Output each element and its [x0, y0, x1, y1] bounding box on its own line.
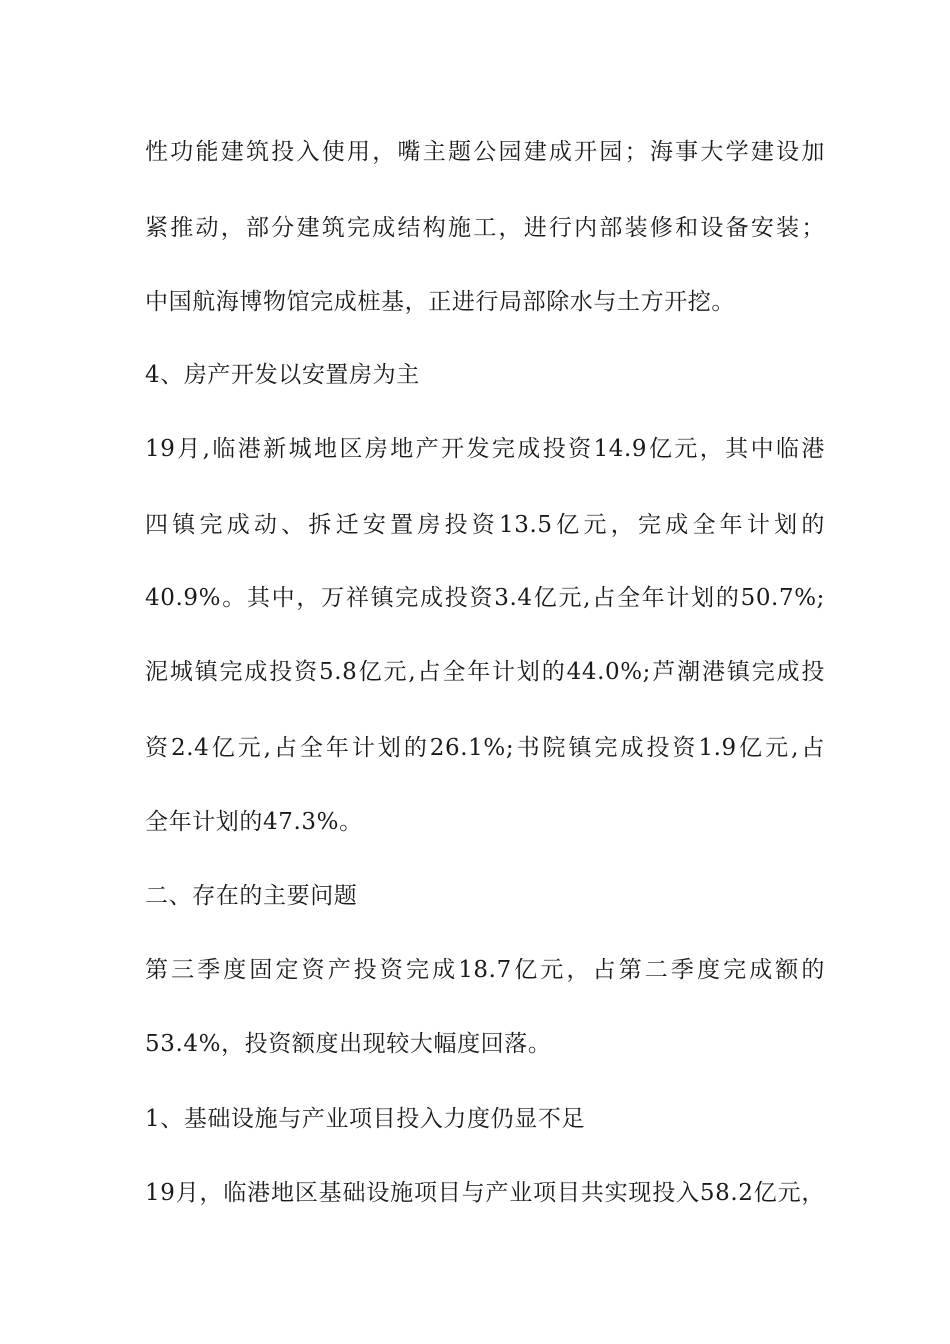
section-heading: 1、基础设施与产业项目投入力度仍显不足	[145, 1106, 586, 1132]
paragraph-line: 第三季度固定资产投资完成18.7亿元，占第二季度完成额的	[145, 957, 825, 983]
paragraph-line: 泥城镇完成投资5.8亿元,占全年计划的44.0%;芦潮港镇完成投	[145, 659, 825, 685]
paragraph-line: 中国航海博物馆完成桩基，正进行局部除水与土方开挖。	[145, 289, 735, 315]
section-heading: 4、房产开发以安置房为主	[145, 362, 420, 388]
paragraph-line: 19月，临港地区基础设施项目与产业项目共实现投入58.2亿元，	[145, 1180, 825, 1206]
paragraph-line: 资2.4亿元,占全年计划的26.1%;书院镇完成投资1.9亿元,占	[145, 735, 825, 761]
paragraph-line: 四镇完成动、拆迁安置房投资13.5亿元，完成全年计划的	[145, 512, 825, 538]
section-heading: 二、存在的主要问题	[145, 883, 358, 909]
paragraph-line: 全年计划的47.3%。	[145, 809, 363, 835]
paragraph-line: 紧推动，部分建筑完成结构施工，进行内部装修和设备安装；	[145, 215, 825, 241]
paragraph-line: 性功能建筑投入使用，嘴主题公园建成开园；海事大学建设加	[145, 139, 825, 165]
paragraph-line: 19月,临港新城地区房地产开发完成投资14.9亿元，其中临港	[145, 436, 825, 462]
paragraph-line: 40.9%。其中，万祥镇完成投资3.4亿元,占全年计划的50.7%;	[145, 585, 825, 611]
paragraph-line: 53.4%，投资额度出现较大幅度回落。	[145, 1031, 552, 1057]
